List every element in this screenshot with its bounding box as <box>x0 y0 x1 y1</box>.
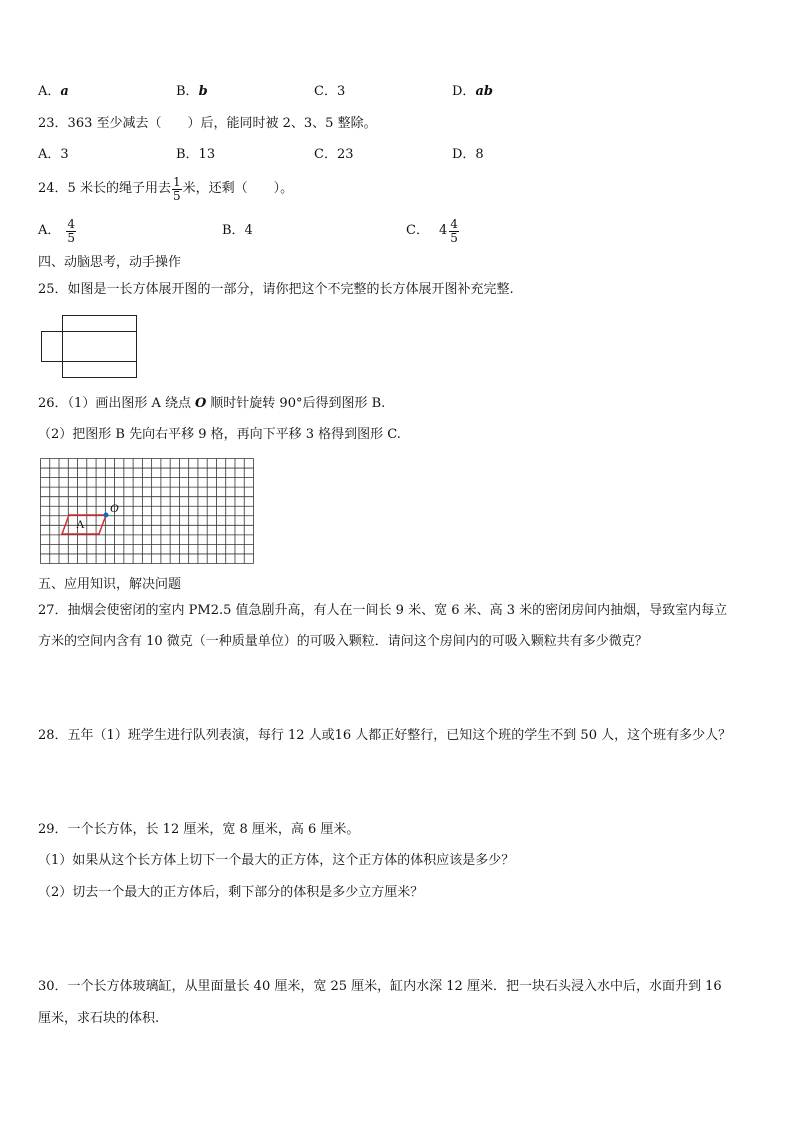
q25-text: 25．如图是一长方体展开图的一部分，请你把这个不完整的长方体展开图补充完整. <box>38 282 514 297</box>
net-rectangle-side <box>41 331 63 362</box>
q24-option-c-numerator: 4 <box>450 216 458 231</box>
q30-line2: 厘米，求石块的体积. <box>38 1011 160 1026</box>
q24-option-a-fraction <box>66 218 76 245</box>
q24-option-a <box>38 214 77 248</box>
q22-option-d-label: D． <box>452 84 476 99</box>
q22-option-d <box>452 84 493 100</box>
q24-option-c <box>406 214 460 248</box>
section-5-heading: 五、应用知识，解决问题 <box>38 577 182 592</box>
q26-line1-post: 顺时针旋转 90°后得到图形 B. <box>210 396 386 411</box>
q24-option-c-mixed-number <box>439 214 460 248</box>
label-a: A <box>76 517 85 531</box>
q22-option-a <box>38 84 69 100</box>
q24-option-a-label: A． <box>38 223 61 238</box>
q22-option-c: C．3 <box>314 84 346 99</box>
q24-option-c-denominator: 5 <box>450 230 458 245</box>
q29-line2: （1）如果从这个长方体上切下一个最大的正方体，这个正方体的体积应该是多少？ <box>38 853 515 868</box>
q26-line1-point-o: O <box>194 396 207 411</box>
q26-line1-pre: 26．（1）画出图形 A 绕点 <box>38 396 191 411</box>
q23-option-a: A．3 <box>38 147 69 162</box>
q24-fraction <box>172 176 182 203</box>
section-4-heading: 四、动脑思考，动手操作 <box>38 255 182 270</box>
q24-option-a-numerator: 4 <box>67 216 76 231</box>
q26-line1 <box>38 396 385 412</box>
q22-option-b-value: b <box>198 84 208 99</box>
q24-option-c-whole: 4 <box>438 223 448 238</box>
q24-text <box>38 172 293 206</box>
q24-fraction-denominator: 5 <box>172 188 181 203</box>
q24-fraction-numerator: 1 <box>172 174 181 189</box>
q24-option-a-denominator: 5 <box>67 230 76 245</box>
q29-line3: （2）切去一个最大的正方体后，剩下部分的体积是多少立方厘米？ <box>38 885 424 900</box>
point-o <box>104 513 109 518</box>
grid-lines <box>41 459 254 564</box>
q24-text-post: 米，还剩（ ）。 <box>182 181 294 196</box>
q29-line1: 29．一个长方体，长 12 厘米，宽 8 厘米，高 6 厘米。 <box>38 822 360 837</box>
q24-text-pre: 24．5 米长的绳子用去 <box>38 181 171 196</box>
q22-option-a-value: a <box>60 84 69 99</box>
q28-text: 28．五年（1）班学生进行队列表演，每行 12 人或16 人都正好整行，已知这个班的学生不到 50 人，这个班有多少人？ <box>38 728 732 743</box>
q22-option-d-value: ab <box>475 84 493 99</box>
q24-option-b: B．4 <box>222 223 253 238</box>
label-o: O <box>110 501 119 515</box>
q23-option-c: C．23 <box>314 147 354 162</box>
q27-line2: 方米的空间内含有 10 微克（一种质量单位）的可吸入颗粒．请问这个房间内的可吸入颗粒共有多少微克？ <box>38 634 648 649</box>
q23-option-b: B．13 <box>176 147 216 162</box>
q26-grid-figure <box>40 458 254 564</box>
q24-option-c-label: C． <box>406 223 429 238</box>
q22-option-b-label: B． <box>176 84 199 99</box>
q24-option-c-fraction <box>449 218 459 245</box>
q30-line1: 30．一个长方体玻璃缸，从里面量长 40 厘米，宽 25 厘米，缸内水深 12 厘米．把一块石头浸入水中后，水面升到 16 <box>38 979 722 994</box>
net-rectangle-middle <box>62 331 137 362</box>
q23-option-d: D．8 <box>452 147 484 162</box>
q22-option-a-label: A． <box>38 84 61 99</box>
q26-line2: （2）把图形 B 先向右平移 9 格，再向下平移 3 格得到图形 C. <box>38 427 401 442</box>
q22-option-b <box>176 84 208 100</box>
q23-text: 23．363 至少减去（ ）后，能同时被 2、3、5 整除。 <box>38 116 377 131</box>
q27-line1: 27．抽烟会使密闭的室内 PM2.5 值急剧升高，有人在一间长 9 米、宽 6 米、高 3 米的密闭房间内抽烟，导致室内每立 <box>38 603 728 618</box>
